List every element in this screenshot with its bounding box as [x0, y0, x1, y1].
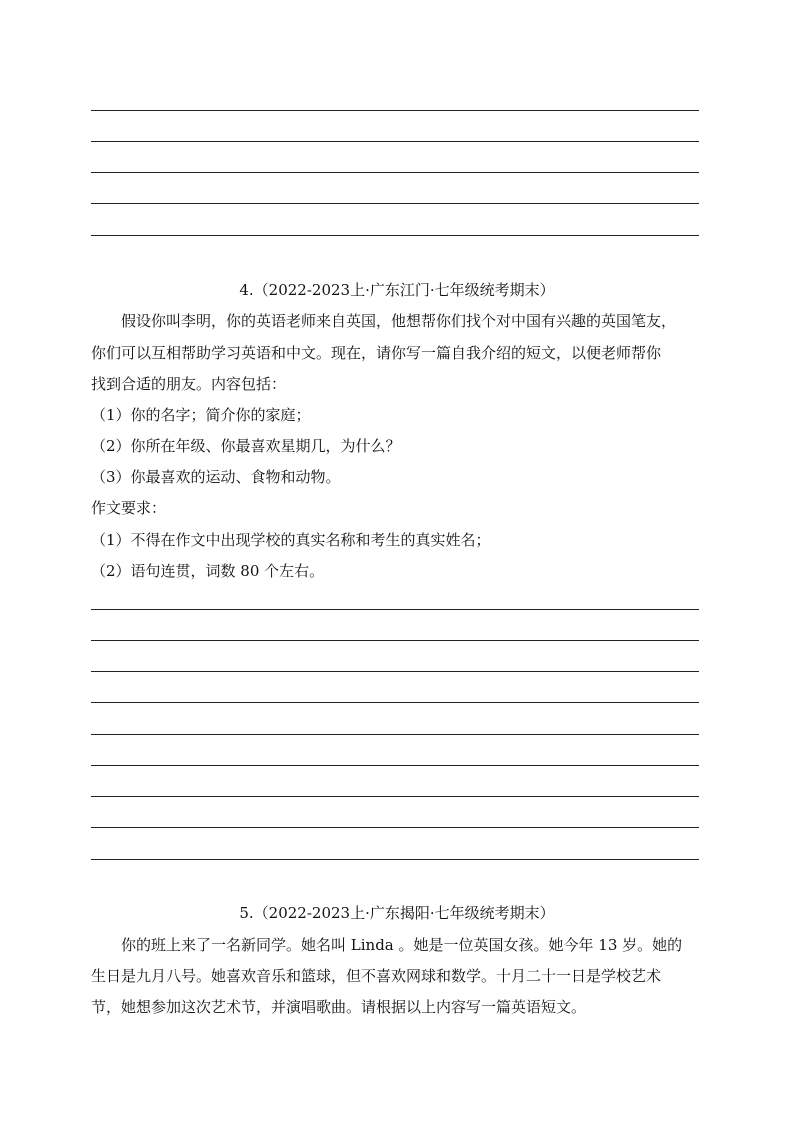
question-5-text-line: 节，她想参加这次艺术节，并演唱歌曲。请根据以上内容写一篇英语短文。	[91, 998, 587, 1016]
question-4-item: （2）你所在年级、你最喜欢星期几，为什么？	[91, 437, 401, 455]
answer-line	[91, 203, 699, 204]
answer-line	[91, 796, 699, 797]
question-4-item: （1）你的名字；简介你的家庭；	[91, 406, 311, 424]
answer-line	[91, 827, 699, 828]
answer-line	[91, 671, 699, 672]
question-4-item: （3）你最喜欢的运动、食物和动物。	[91, 468, 341, 486]
question-4-requirement: （2）语句连贯，词数 80 个左右。	[91, 562, 325, 580]
question-5-title: 5.（2022-2023上·广东揭阳·七年级统考期末）	[239, 904, 555, 922]
question-5-text-line: 你的班上来了一名新同学。她名叫 Linda 。她是一位英国女孩。她今年 13 岁。她的	[121, 936, 683, 954]
question-4-text-line: 你们可以互相帮助学习英语和中文。现在，请你写一篇自我介绍的短文，以便老师帮你	[91, 344, 662, 362]
answer-line	[91, 609, 699, 610]
answer-line	[91, 859, 699, 860]
question-4-text-line: 假设你叫李明，你的英语老师来自英国，他想帮你们找个对中国有兴趣的英国笔友，	[121, 312, 677, 330]
answer-line	[91, 235, 699, 236]
answer-line	[91, 141, 699, 142]
answer-line	[91, 734, 699, 735]
question-5-text-line: 生日是九月八号。她喜欢音乐和篮球，但不喜欢网球和数学。十月二十一日是学校艺术	[91, 967, 662, 985]
answer-line	[91, 765, 699, 766]
answer-line	[91, 110, 699, 111]
answer-line	[91, 640, 699, 641]
question-4-text-line: 找到合适的朋友。内容包括：	[91, 375, 287, 393]
question-4-requirement: （1）不得在作文中出现学校的真实名称和考生的真实姓名；	[91, 531, 491, 549]
answer-line	[91, 172, 699, 173]
question-4-requirements-heading: 作文要求：	[91, 499, 167, 517]
question-4-title: 4.（2022-2023上·广东江门·七年级统考期末）	[239, 281, 555, 299]
answer-line	[91, 702, 699, 703]
